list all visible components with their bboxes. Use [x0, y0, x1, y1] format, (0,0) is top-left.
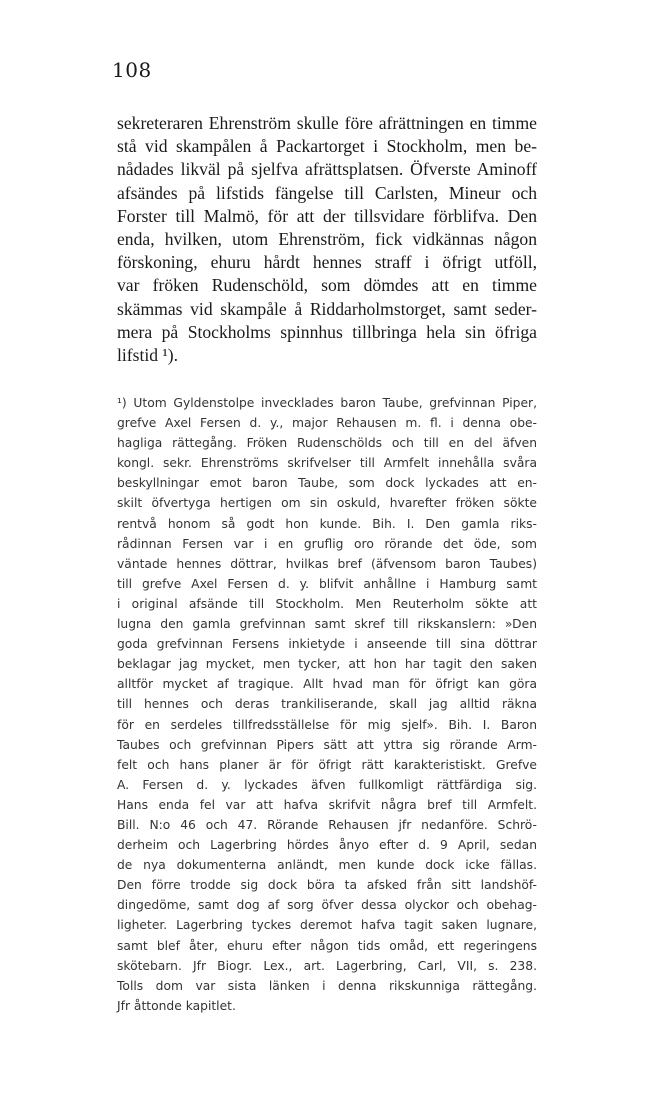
footnote-line: hagliga rättegång. Fröken Rudenschölds och till en del äfven	[117, 436, 537, 451]
footnote-line: skötebarn. Jfr Biogr. Lex., art. Lagerbring, Carl, VII, s. 238.	[117, 958, 537, 973]
footnote-line: ¹) Utom Gyldenstolpe invecklades baron Taube, grefvinnan Piper,	[117, 396, 537, 410]
main-text-line: mera på Stockholms spinnhus tillbringa hela sin öfriga	[117, 321, 537, 342]
main-text-line: var fröken Rudenschöld, som dömdes att en timme	[117, 275, 537, 296]
footnote-line: väntade hennes döttrar, hvilkas bref (äfvensom baron Taubes)	[117, 556, 537, 571]
footnote-line: för en serdeles tillfredsställelse för mig sjelf». Bih. I. Baron	[117, 717, 537, 732]
footnote-line: lugna den gamla grefvinnan samt skref till rikskanslern: »Den	[117, 617, 537, 632]
footnote-line: beklagar jag mycket, men tycker, att hon har tagit den saken	[117, 657, 537, 672]
footnote-line: till grefve Axel Fersen d. y. blifvit anhållne i Hamburg samt	[117, 576, 537, 591]
footnote-line: i original afsände till Stockholm. Men Reuterholm sökte att	[117, 596, 537, 611]
main-text-block	[117, 112, 537, 367]
footnote-line: skilt öfvertyga hertigen om sin oskuld, hvarefter fröken sökte	[117, 496, 537, 511]
main-text-line: stå vid skampålen å Packartorget i Stockholm, men be-	[117, 136, 537, 157]
footnote-line: Hans enda fel var att hafva skrifvit några bref till Armfelt.	[117, 797, 537, 812]
footnote-line: goda grefvinnan Fersens inkietyde i anseende till sina döttrar	[117, 637, 537, 652]
footnote-line: grefve Axel Fersen d. y., major Rehausen m. fl. i denna obe-	[117, 416, 537, 431]
main-text-line: lifstid ¹).	[117, 345, 178, 366]
footnote-line: Den förre trodde sig dock böra ta afsked från sitt landshöf-	[117, 878, 537, 893]
main-text-line: nådades likväl på sjelfva afrättsplatsen. Öfverste Aminoff	[117, 159, 537, 180]
main-text-line: Forster till Malmö, för att der tillsvidare förblifva. Den	[117, 205, 537, 226]
footnote-line: derheim och Lagerbring hördes ånyo efter d. 9 April, sedan	[117, 838, 537, 853]
footnote-line: Taubes och grefvinnan Pipers sätt att yttra sig rörande Arm-	[117, 737, 537, 752]
footnote-line: beskyllningar emot baron Taube, som dock lyckades att en-	[117, 476, 537, 491]
footnote-line: rentvå honom så godt hon kunde. Bih. I. Den gamla riks-	[117, 516, 537, 531]
footnote-line: till hennes och deras trankiliserande, skall jag alltid räkna	[117, 697, 537, 712]
footnote-line: rådinnan Fersen var i en gruflig oro rörande det öde, som	[117, 536, 537, 551]
footnote-line: ligheter. Lagerbring tyckes deremot hafva tagit saken lugnare,	[117, 918, 537, 933]
footnote-line: Jfr åttonde kapitlet.	[117, 998, 236, 1013]
footnote-line: A. Fersen d. y. lyckades äfven fullkomligt rättfärdiga sig.	[117, 777, 537, 792]
footnote-line: felt och hans planer är för öfrigt rätt karakteristiskt. Grefve	[117, 757, 537, 772]
footnote-block	[117, 393, 537, 1016]
main-text-line: enda, hvilken, utom Ehrenström, fick vidkännas någon	[117, 229, 537, 250]
footnote-line: Tolls dom var sista länken i denna rikskunniga rättegång.	[117, 978, 537, 993]
main-text-line: skämmas vid skampåle å Riddarholmstorget, samt seder-	[117, 298, 537, 319]
footnote-line: kongl. sekr. Ehrenströms skrifvelser till Armfelt innehålla svåra	[117, 456, 537, 471]
footnote-line: alltför mycket af tragique. Allt hvad man för öfrigt kan göra	[117, 677, 537, 692]
main-text-line: sekreteraren Ehrenström skulle före afrättningen en timme	[117, 113, 537, 133]
footnote-line: dingedöme, samt dog af sorg öfver dessa olyckor och obehag-	[117, 898, 537, 913]
footnote-line: samt blef åter, ehuru efter någon tids omåd, ett regeringens	[117, 938, 537, 953]
main-text-line: afsändes på lifstids fängelse till Carlsten, Mineur och	[117, 182, 537, 203]
footnote-line: Bill. N:o 46 och 47. Rörande Rehausen jfr nedanföre. Schrö-	[117, 817, 537, 832]
main-text-line: förskoning, ehuru hårdt hennes straff i öfrigt utföll,	[117, 252, 537, 273]
footnote-line: de nya dokumenterna anländt, men kunde dock icke fällas.	[117, 858, 537, 873]
page-number: 108	[112, 58, 152, 82]
